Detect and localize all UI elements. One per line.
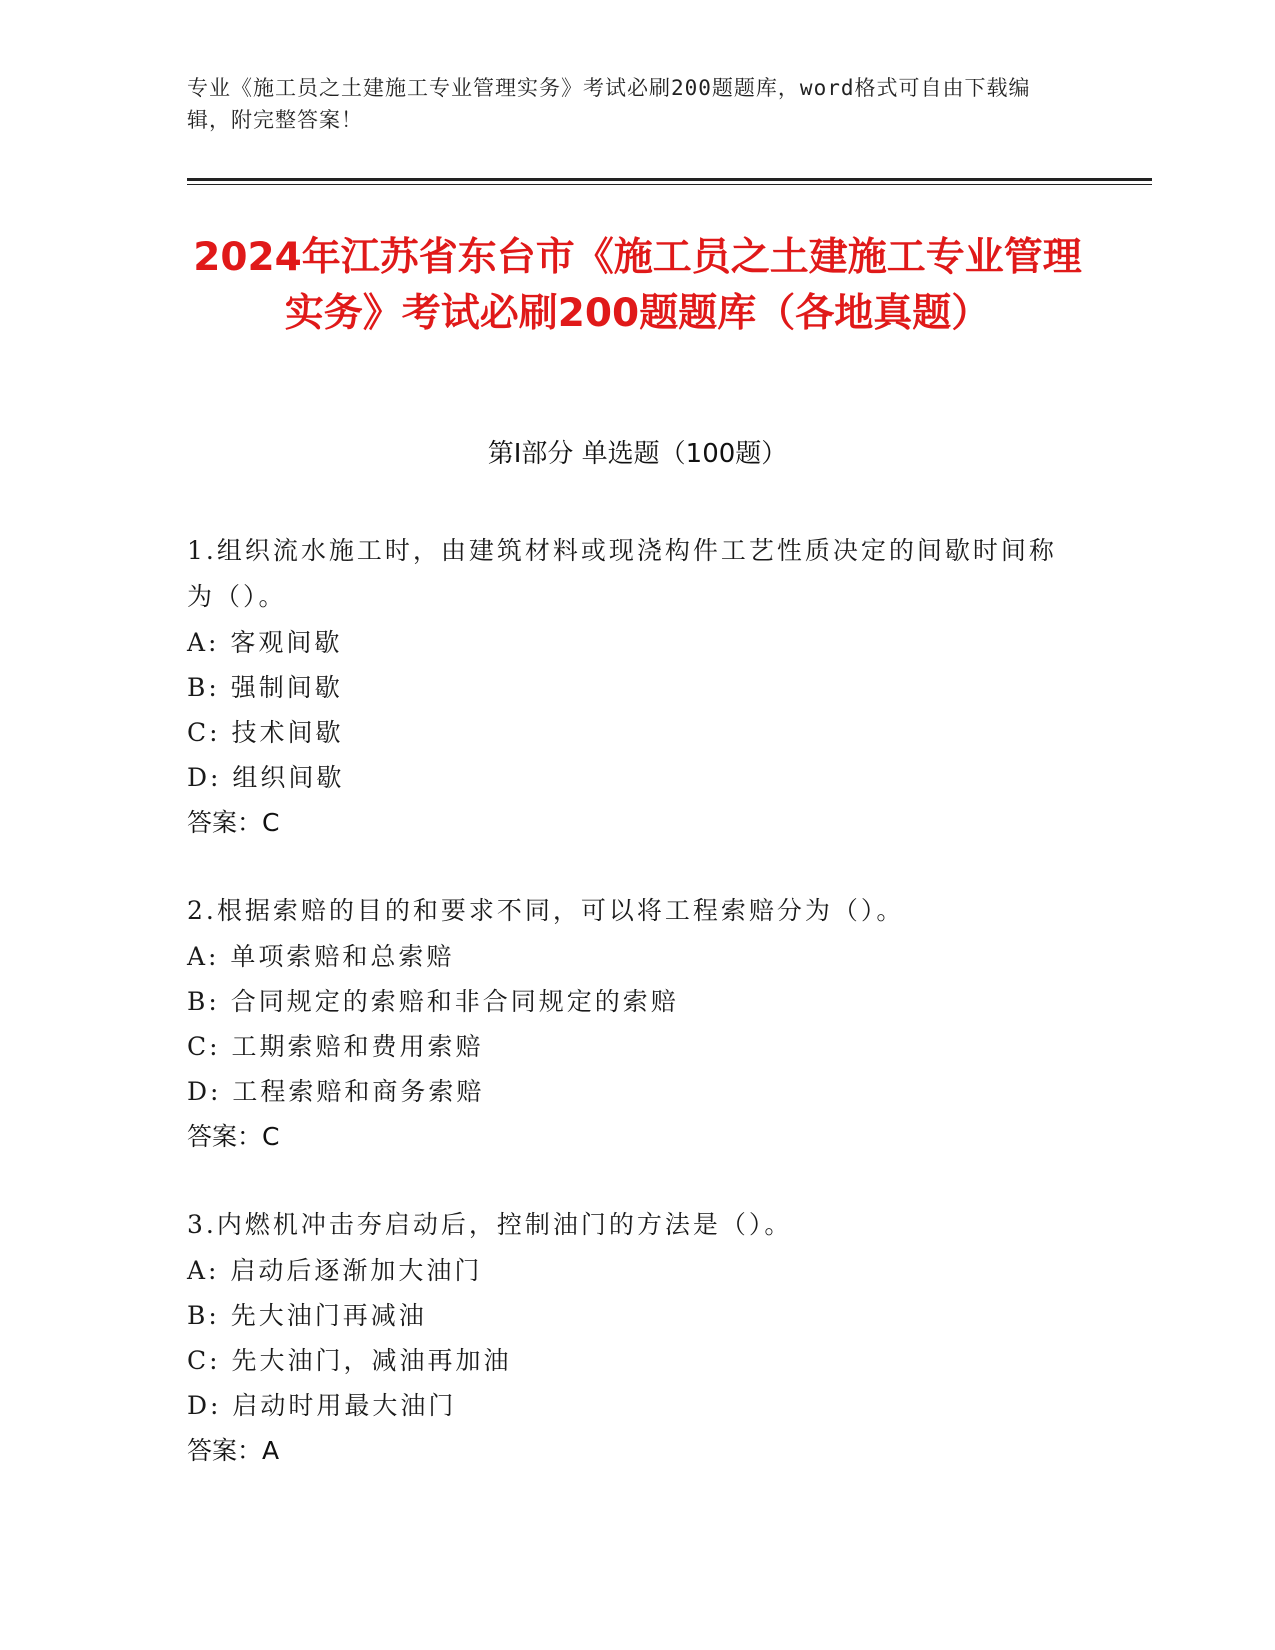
option-a: A: 单项索赔和总索赔 xyxy=(187,942,455,971)
header-note: 专业《施工员之土建施工专业管理实务》考试必刷200题题库，word格式可自由下载编辑，附完整答案！ xyxy=(187,76,1031,132)
section-heading: 第I部分 单选题（100题） xyxy=(487,439,788,469)
option-d: D: 工程索赔和商务索赔 xyxy=(187,1077,485,1106)
option-a: A: 启动后逐渐加大油门 xyxy=(187,1256,483,1285)
question-stem: 2.根据索赔的目的和要求不同，可以将工程索赔分为（）。 xyxy=(187,896,905,925)
question-2 xyxy=(187,888,1067,1160)
answer-line: 答案：C xyxy=(187,1122,280,1151)
question-stem: 3.内燃机冲击夯启动后，控制油门的方法是（）。 xyxy=(187,1210,793,1239)
option-d: D: 启动时用最大油门 xyxy=(187,1391,457,1420)
option-d: D: 组织间歇 xyxy=(187,763,345,792)
document-title: 2024年江苏省东台市《施工员之土建施工专业管理实务》考试必刷200题题库（各地真题） xyxy=(193,235,1082,336)
option-b: B: 强制间歇 xyxy=(187,673,343,702)
option-b: B: 合同规定的索赔和非合同规定的索赔 xyxy=(187,987,679,1016)
question-1 xyxy=(187,528,1067,846)
answer-line: 答案：A xyxy=(187,1436,280,1465)
question-3 xyxy=(187,1202,1067,1474)
option-c: C: 先大油门，减油再加油 xyxy=(187,1346,512,1375)
option-c: C: 技术间歇 xyxy=(187,718,344,747)
question-stem: 1.组织流水施工时，由建筑材料或现浇构件工艺性质决定的间歇时间称为（）。 xyxy=(187,536,1057,611)
option-b: B: 先大油门再减油 xyxy=(187,1301,427,1330)
header-rule-thin xyxy=(187,184,1152,185)
option-a: A: 客观间歇 xyxy=(187,628,343,657)
answer-line: 答案：C xyxy=(187,808,280,837)
header-rule-thick xyxy=(187,178,1152,181)
option-c: C: 工期索赔和费用索赔 xyxy=(187,1032,484,1061)
question-list xyxy=(187,528,1067,1516)
